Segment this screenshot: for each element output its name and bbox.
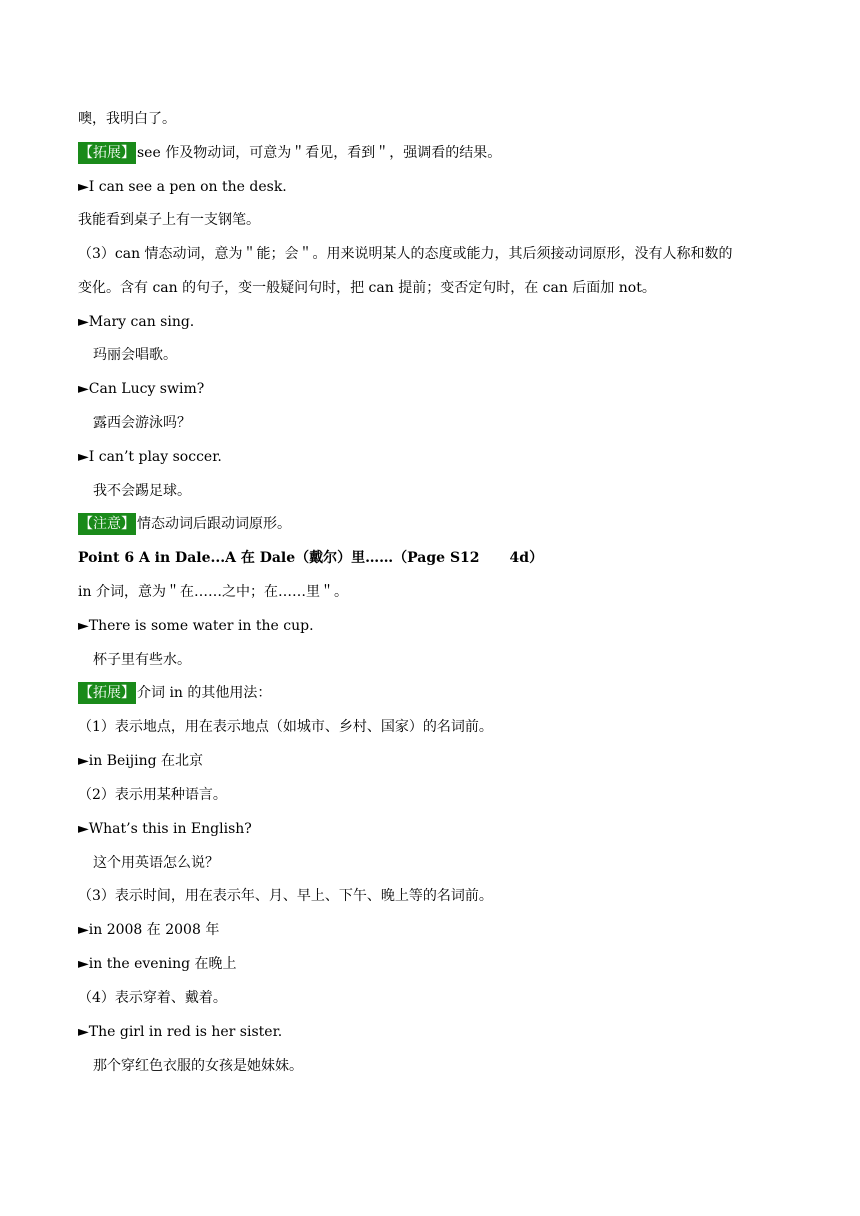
example-sentence: ►in the evening 在晚上 xyxy=(78,956,237,972)
text-line: see 作及物动词，可意为＂看见，看到＂，强调看的结果。 xyxy=(137,145,502,161)
example-sentence: ►in 2008 在 2008 年 xyxy=(78,922,220,938)
point-heading-ref: 4d） xyxy=(509,550,544,566)
translation-line: 露西会游泳吗？ xyxy=(93,415,191,431)
text-line: （2）表示用某种语言。 xyxy=(78,787,227,803)
example-sentence: ►The girl in red is her sister. xyxy=(78,1024,283,1040)
extension-paragraph xyxy=(78,682,271,704)
extension-paragraph xyxy=(78,142,501,164)
example-sentence: ►Mary can sing. xyxy=(78,314,195,330)
translation-line: 杯子里有些水。 xyxy=(93,652,191,668)
text-line: 噢，我明白了。 xyxy=(78,111,176,127)
note-paragraph xyxy=(78,513,291,535)
extension-tag: 【拓展】 xyxy=(78,682,136,704)
example-sentence: ►I can’t play soccer. xyxy=(78,449,222,465)
text-line: in 介词，意为＂在……之中；在……里＂。 xyxy=(78,584,348,600)
text-line: （4）表示穿着、戴着。 xyxy=(78,990,227,1006)
example-sentence: ►What’s this in English? xyxy=(78,821,252,837)
example-sentence: ►Can Lucy swim? xyxy=(78,381,205,397)
text-line: 情态动词后跟动词原形。 xyxy=(137,516,291,532)
text-line: 变化。含有 can 的句子，变一般疑问句时，把 can 提前；变否定句时，在 can 后面加 not。 xyxy=(78,280,656,296)
text-line: （1）表示地点，用在表示地点（如城市、乡村、国家）的名词前。 xyxy=(78,719,493,735)
translation-line: 我不会踢足球。 xyxy=(93,483,191,499)
point-heading xyxy=(78,548,543,568)
text-line: （3）表示时间，用在表示年、月、早上、下午、晚上等的名词前。 xyxy=(78,888,493,904)
translation-line: 玛丽会唱歌。 xyxy=(93,347,177,363)
translation-line: 这个用英语怎么说？ xyxy=(93,855,219,871)
text-line: 介词 in 的其他用法： xyxy=(137,685,272,701)
note-tag: 【注意】 xyxy=(78,513,136,535)
translation-line: 那个穿红色衣服的女孩是她妹妹。 xyxy=(93,1058,303,1074)
text-line: （3）can 情态动词，意为＂能；会＂。用来说明某人的态度或能力，其后须接动词原形，没有人称和数的 xyxy=(78,246,733,262)
example-sentence: ►in Beijing 在北京 xyxy=(78,753,204,769)
translation-line: 我能看到桌子上有一支钢笔。 xyxy=(78,212,260,228)
extension-tag: 【拓展】 xyxy=(78,142,136,164)
example-sentence: ►There is some water in the cup. xyxy=(78,618,314,634)
example-sentence: ►I can see a pen on the desk. xyxy=(78,179,287,195)
point-heading-text: Point 6 A in Dale...A 在 Dale（戴尔）里……（Page S12 xyxy=(78,550,480,566)
